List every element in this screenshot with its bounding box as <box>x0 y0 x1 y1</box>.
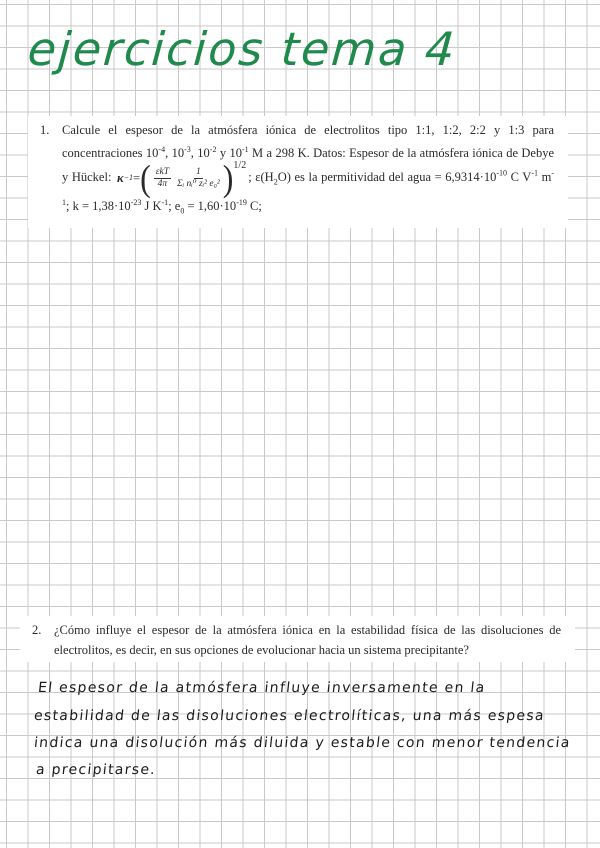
ex1-exp: -10 <box>496 168 507 178</box>
fraction-2-denominator: Σᵢ nᵢ⁰ zᵢ² e₀² <box>177 178 220 189</box>
ex1-text: = 1,60·10 <box>184 199 237 214</box>
left-paren: ( <box>140 157 151 199</box>
kappa-symbol: κ <box>117 171 124 186</box>
exercise-1-text <box>62 120 554 222</box>
ex1-text-c: ; ε(H <box>248 170 274 185</box>
ex1-text: m <box>538 170 552 185</box>
ex1-text: y 10 <box>216 146 242 161</box>
exercise-2-number: 2. <box>32 623 42 637</box>
ex1-text: , 10 <box>190 146 210 161</box>
ex1-text-a: Calcule el espesor de la atmósfera iónica de electrolitos tipo 1:1, 1:2, 2:2 y 1:3 para concentraciones 10 <box>62 123 554 161</box>
handwritten-answer-line-1: El espesor de la atmósfera influye inversamente en la <box>37 680 487 696</box>
handwritten-answer-line-4: a precipitarse. <box>35 762 157 778</box>
handwritten-answer-line-2: estabilidad de las disoluciones electrolíticas, una más espesa <box>33 708 546 724</box>
ex1-exp: -23 <box>130 198 142 208</box>
ex1-exp: -3 <box>184 145 191 154</box>
equals-sign: = <box>133 171 141 186</box>
ex1-exp: -1 <box>161 198 169 208</box>
kappa-exponent: −1 <box>123 173 134 183</box>
ex1-exp: -19 <box>236 198 247 208</box>
ex1-text: , 10 <box>165 146 185 161</box>
fraction-2 <box>177 167 220 190</box>
ex1-exp: -2 <box>209 145 217 154</box>
ex1-text-b: M a 298 K. Datos: Espesor de la atmósfera iónica de Debye y Hückel: <box>62 146 555 185</box>
right-paren: ) <box>222 157 234 199</box>
ex1-exp: -1 <box>62 168 554 208</box>
ex1-text: C; <box>246 199 262 214</box>
exercise-2-card <box>20 616 575 662</box>
exercise-1-number: 1. <box>40 123 50 137</box>
debye-huckel-formula <box>117 157 247 199</box>
exercise-1-card <box>28 116 568 228</box>
ex1-text: ; e <box>168 199 181 214</box>
ex1-text-d: O) es la permitividad del agua = 6,9314·10 <box>277 170 497 185</box>
ex1-text: ; k = 1,38·10 <box>66 199 131 214</box>
fraction-1-denominator: 4π <box>157 178 168 189</box>
ex1-exp: -1 <box>531 168 538 178</box>
exercise-2-question: ¿Cómo influye el espesor de la atmósfera iónica en la estabilidad física de las disoluciones de electrolitos, es decir, en sus opciones de evolucionar hacia un sistema precipitante? <box>54 623 561 657</box>
ex1-sub: 0 <box>180 206 185 216</box>
handwritten-answer-line-3: indica una disolución más diluida y estable con menor tendencia <box>33 735 572 751</box>
ex1-exp: -1 <box>241 145 249 154</box>
page-title: ejercicios tema 4 <box>26 22 459 76</box>
fraction-1-numerator: εkT <box>155 166 170 177</box>
ex1-text: J K <box>141 199 162 214</box>
ex1-sub: 2 <box>273 177 278 187</box>
fraction-2-numerator: 1 <box>196 166 201 177</box>
power-exponent: 1/2 <box>233 160 247 172</box>
ex1-text: C V <box>507 170 532 185</box>
ex1-exp: -4 <box>158 145 166 154</box>
fraction-1 <box>154 167 171 190</box>
